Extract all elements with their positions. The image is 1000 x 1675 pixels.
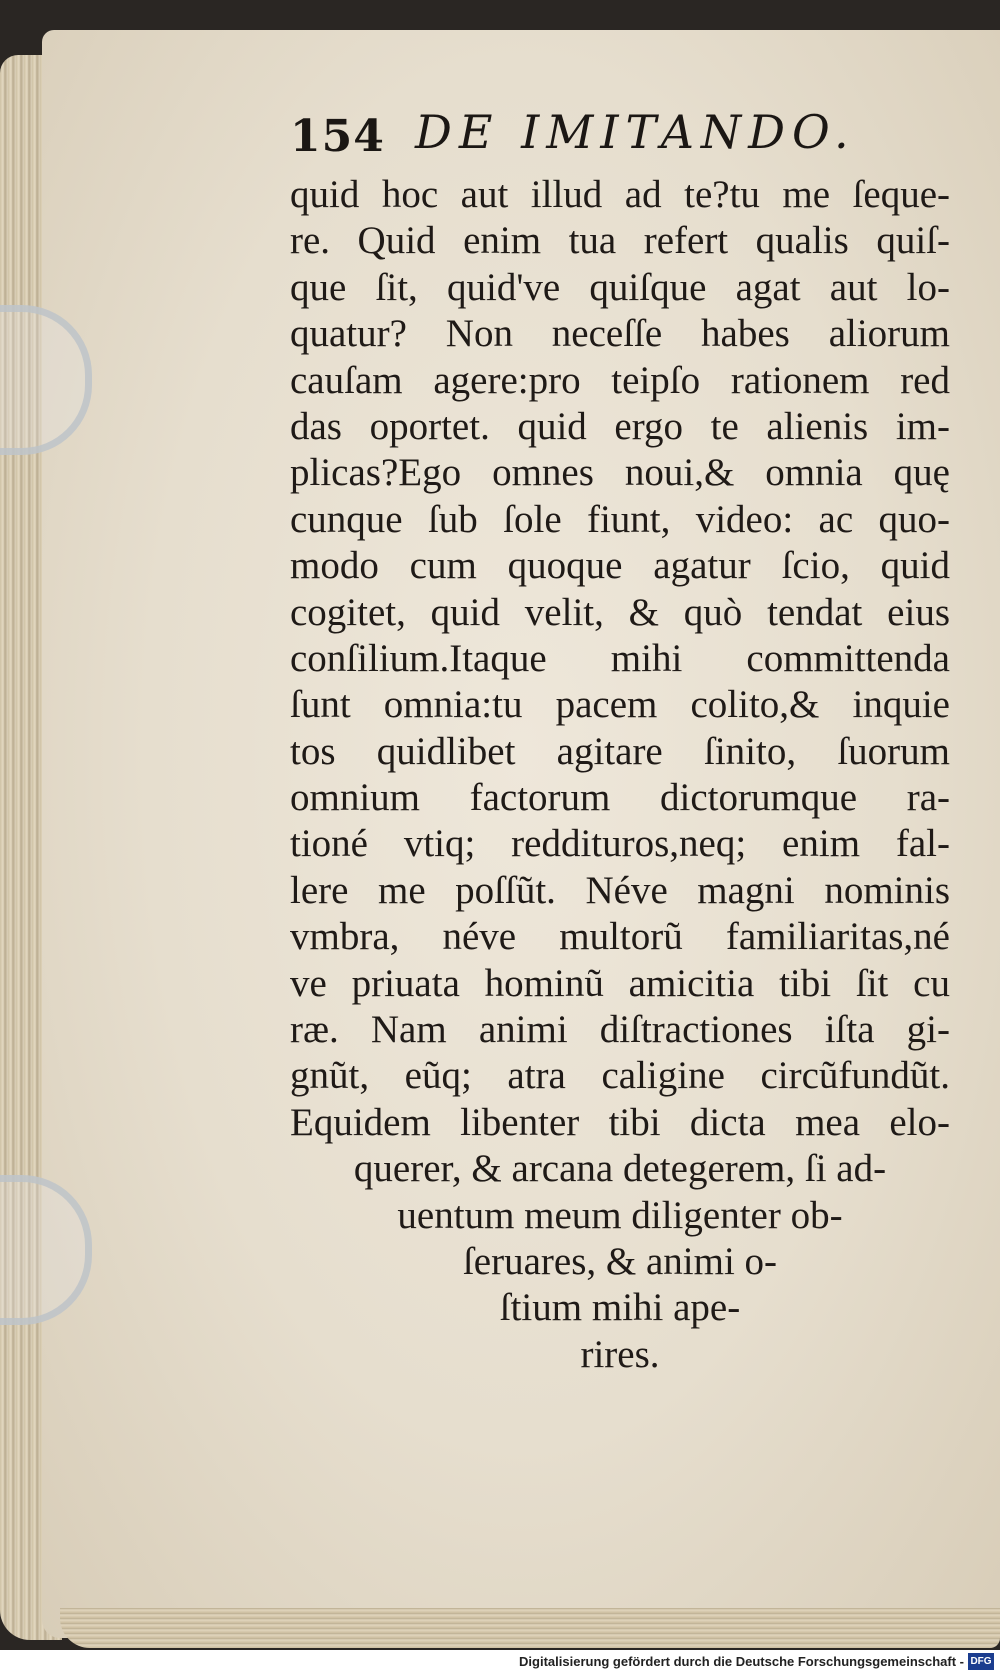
text-line: modo cum quoque agatur ſcio, quid: [290, 544, 950, 588]
text-line: tos quidlibet agitare ſinito, ſuorum: [290, 729, 950, 773]
text-line-tapered: ſeruares, & animi o-: [462, 1239, 778, 1283]
running-title: DE IMITANDO.: [415, 105, 856, 159]
text-line: conſilium.Itaque mihi committenda: [290, 636, 950, 680]
text-line: ræ. Nam animi diſtractiones iſta gi-: [290, 1008, 950, 1052]
text-line: quatur? Non neceſſe habes aliorum: [290, 312, 950, 356]
text-line: plicas?Ego omnes noui,& omnia quę: [290, 451, 950, 495]
text-line-tapered: ſtium mihi ape-: [499, 1286, 741, 1330]
text-line: das oportet. quid ergo te alienis im-: [290, 404, 950, 448]
text-line-tapered: uentum meum diligenter ob-: [397, 1193, 843, 1237]
footer-bar: [0, 1650, 1000, 1675]
footer-credit: Digitalisierung gefördert durch die Deutsche Forschungsgemeinschaft -: [519, 1654, 964, 1669]
page-header: [290, 105, 890, 165]
dfg-logo: DFG: [968, 1653, 994, 1670]
page-number: 154: [290, 111, 385, 162]
text-line: omnium factorum dictorumque ra-: [290, 776, 950, 820]
book-bottom-edge: [60, 1608, 1000, 1648]
text-line: re. Quid enim tua refert qualis quiſ-: [290, 219, 950, 263]
text-line: ſunt omnia:tu pacem colito,& inquie: [290, 683, 950, 727]
text-line: vmbra, néve multorũ familiaritas,né: [290, 915, 950, 959]
text-line-tapered: rires.: [580, 1332, 660, 1376]
text-line-tapered: querer, & arcana detegerem, ſi ad-: [353, 1147, 887, 1191]
body-text: [290, 172, 950, 1378]
text-line: cauſam agere:pro teipſo rationem red: [290, 358, 950, 402]
text-line: cunque ſub ſole fiunt, video: ac quo-: [290, 497, 950, 541]
text-line: ve priuata hominũ amicitia tibi ſit cu: [290, 961, 950, 1005]
text-line: Equidem libenter tibi dicta mea elo-: [290, 1100, 950, 1144]
text-line: lere me poſſũt. Néve magni nominis: [290, 868, 950, 912]
text-line: cogitet, quid velit, & quò tendat eius: [290, 590, 950, 634]
text-line: que ſit, quid've quiſque agat aut lo-: [290, 265, 950, 309]
text-line: gnũt, eũq; atra caligine circũfundũt.: [290, 1054, 950, 1098]
text-line: quid hoc aut illud ad te?tu me ſeque-: [290, 173, 950, 216]
text-line: tioné vtiq; reddituros,neq; enim fal-: [290, 822, 950, 866]
